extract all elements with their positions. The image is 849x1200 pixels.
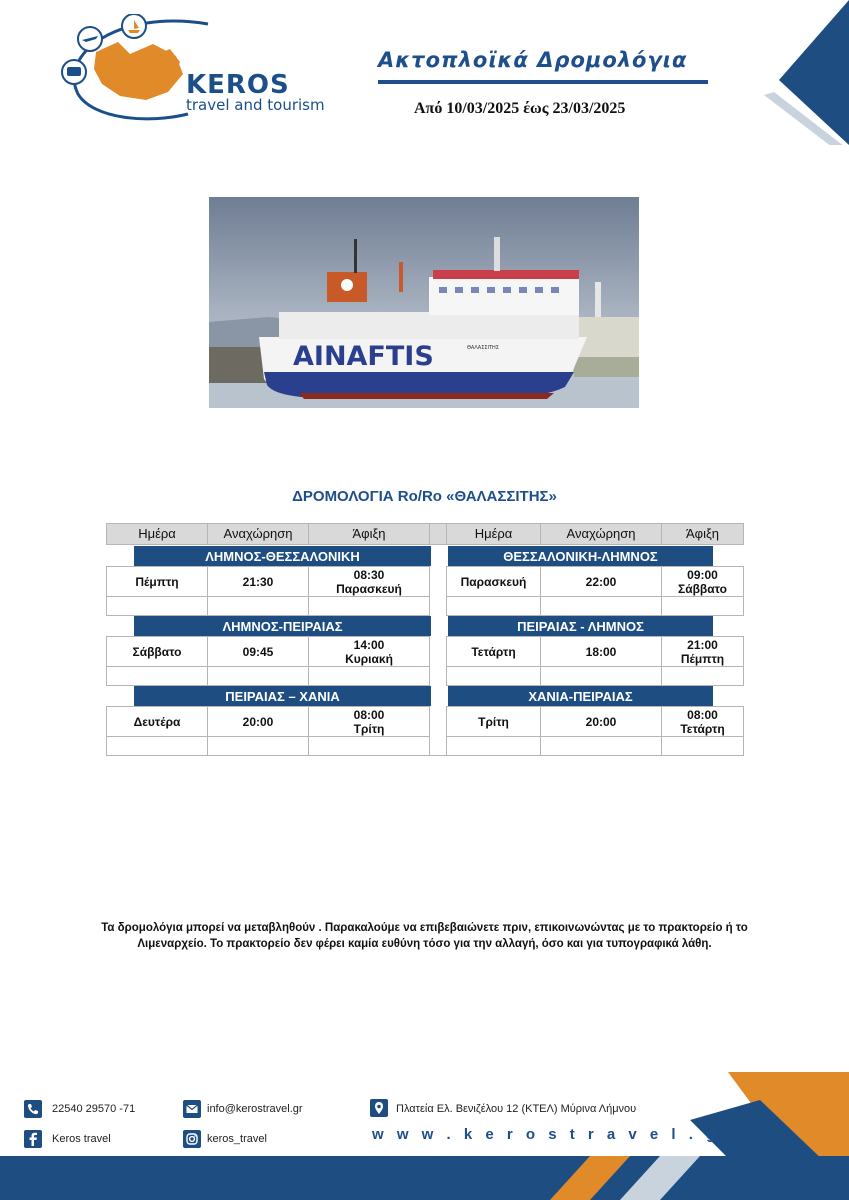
header-gap [429, 523, 447, 545]
route-piraeus-chania: ΠΕΙΡΑΙΑΣ – ΧΑΝΙΑ [134, 686, 431, 706]
gap-column [429, 636, 447, 686]
empty-cell [540, 736, 662, 756]
arrival-day: Τρίτη [353, 721, 385, 736]
day-cell: Σάββατο [106, 636, 208, 667]
day-cell: Τρίτη [446, 706, 541, 737]
departure-cell: 20:00 [207, 706, 309, 737]
empty-cell [540, 596, 662, 616]
gap-column [429, 566, 447, 616]
disclaimer-line-1: Τα δρομολόγια μπορεί να μεταβληθούν . Παρακαλούμε να επιβεβαιώνετε πριν, επικοινωνώντας με το πρακτορείο ή το [101, 922, 748, 934]
empty-cell [106, 666, 208, 686]
empty-cell [446, 736, 541, 756]
arrival-day: Κυριακή [345, 651, 393, 666]
arrival-time: 09:00 [687, 567, 718, 582]
arrival-time: 21:00 [687, 637, 718, 652]
header-day-left: Ημέρα [106, 523, 208, 545]
facebook-link[interactable]: Keros travel [52, 1133, 111, 1145]
route-lemnos-thessaloniki: ΛΗΜΝΟΣ-ΘΕΣΣΑΛΟΝΙΚΗ [134, 546, 431, 566]
website-link[interactable]: w w w . k e r o s t r a v e l . g r [372, 1126, 739, 1143]
empty-cell [540, 666, 662, 686]
arrival-day: Πέμπτη [680, 651, 725, 666]
empty-cell [308, 596, 430, 616]
arrival-day: Παρασκευή [336, 581, 402, 596]
day-cell: Δευτέρα [106, 706, 208, 737]
arrival-cell [308, 636, 430, 667]
arrival-time: 08:00 [687, 707, 718, 722]
arrival-cell [661, 636, 744, 667]
header-day-right: Ημέρα [446, 523, 541, 545]
arrival-cell [308, 566, 430, 597]
empty-cell [207, 736, 309, 756]
hull-name: ΘΑΛΑΣΣΙΤΗΣ [467, 345, 499, 351]
empty-cell [446, 596, 541, 616]
empty-cell [308, 666, 430, 686]
facebook-icon [24, 1130, 42, 1148]
departure-cell: 09:45 [207, 636, 309, 667]
email-link[interactable]: info@kerostravel.gr [207, 1103, 303, 1115]
day-cell: Πέμπτη [106, 566, 208, 597]
corner-decoration [739, 0, 849, 145]
arrival-cell [661, 706, 744, 737]
brand-name: KEROS [186, 70, 290, 100]
empty-cell [106, 736, 208, 756]
title-underline [378, 80, 708, 84]
arrival-cell [661, 566, 744, 597]
disclaimer-line-2: Λιμεναρχείο. Το πρακτορείο δεν φέρει καμία ευθύνη τόσο για την αλλαγή, όσο και για τυπογραφικά λάθη. [137, 938, 712, 950]
route-piraeus-lemnos: ΠΕΙΡΑΙΑΣ - ΛΗΜΝΟΣ [448, 616, 713, 636]
page-title: Ακτοπλοϊκά Δρομολόγια [378, 48, 688, 72]
day-cell: Παρασκευή [446, 566, 541, 597]
empty-cell [661, 596, 744, 616]
empty-cell [106, 596, 208, 616]
header-departure-right: Αναχώρηση [540, 523, 662, 545]
instagram-icon [183, 1130, 201, 1148]
phone-number[interactable]: 22540 29570 -71 [52, 1103, 136, 1115]
schedule-title: ΔΡΟΜΟΛΟΓΙΑ Ro/Ro «ΘΑΛΑΣΣΙΤΗΣ» [292, 488, 557, 505]
arrival-cell [308, 706, 430, 737]
empty-cell [308, 736, 430, 756]
address: Πλατεία Ελ. Βενιζέλου 12 (ΚΤΕΛ) Μύρινα Λήμνου [396, 1103, 637, 1115]
day-cell: Τετάρτη [446, 636, 541, 667]
location-pin-icon [370, 1099, 388, 1117]
header-arrival-right: Άφιξη [661, 523, 744, 545]
email-icon [183, 1100, 201, 1118]
header-arrival-left: Άφιξη [308, 523, 430, 545]
ferry-photo [209, 197, 639, 408]
empty-cell [207, 596, 309, 616]
route-lemnos-piraeus: ΛΗΜΝΟΣ-ΠΕΙΡΑΙΑΣ [134, 616, 431, 636]
departure-cell: 20:00 [540, 706, 662, 737]
departure-cell: 22:00 [540, 566, 662, 597]
route-chania-piraeus: ΧΑΝΙΑ-ΠΕΙΡΑΙΑΣ [448, 686, 713, 706]
instagram-link[interactable]: keros_travel [207, 1133, 267, 1145]
empty-cell [446, 666, 541, 686]
route-thessaloniki-lemnos: ΘΕΣΣΑΛΟΝΙΚΗ-ΛΗΜΝΟΣ [448, 546, 713, 566]
arrival-time: 08:00 [353, 707, 385, 722]
date-range: Από 10/03/2025 έως 23/03/2025 [414, 100, 626, 117]
arrival-day: Σάββατο [678, 581, 727, 596]
hull-lettering: AINAFTIS [293, 341, 434, 372]
arrival-time: 08:30 [353, 567, 385, 582]
departure-cell: 21:30 [207, 566, 309, 597]
empty-cell [207, 666, 309, 686]
empty-cell [661, 736, 744, 756]
arrival-time: 14:00 [353, 637, 385, 652]
gap-column [429, 706, 447, 756]
disclaimer [40, 920, 809, 952]
schedule-table [106, 523, 744, 757]
departure-cell: 18:00 [540, 636, 662, 667]
empty-cell [661, 666, 744, 686]
header-departure-left: Αναχώρηση [207, 523, 309, 545]
arrival-day: Τετάρτη [680, 721, 725, 736]
phone-icon [24, 1100, 42, 1118]
brand-tagline: travel and tourism [186, 96, 325, 114]
